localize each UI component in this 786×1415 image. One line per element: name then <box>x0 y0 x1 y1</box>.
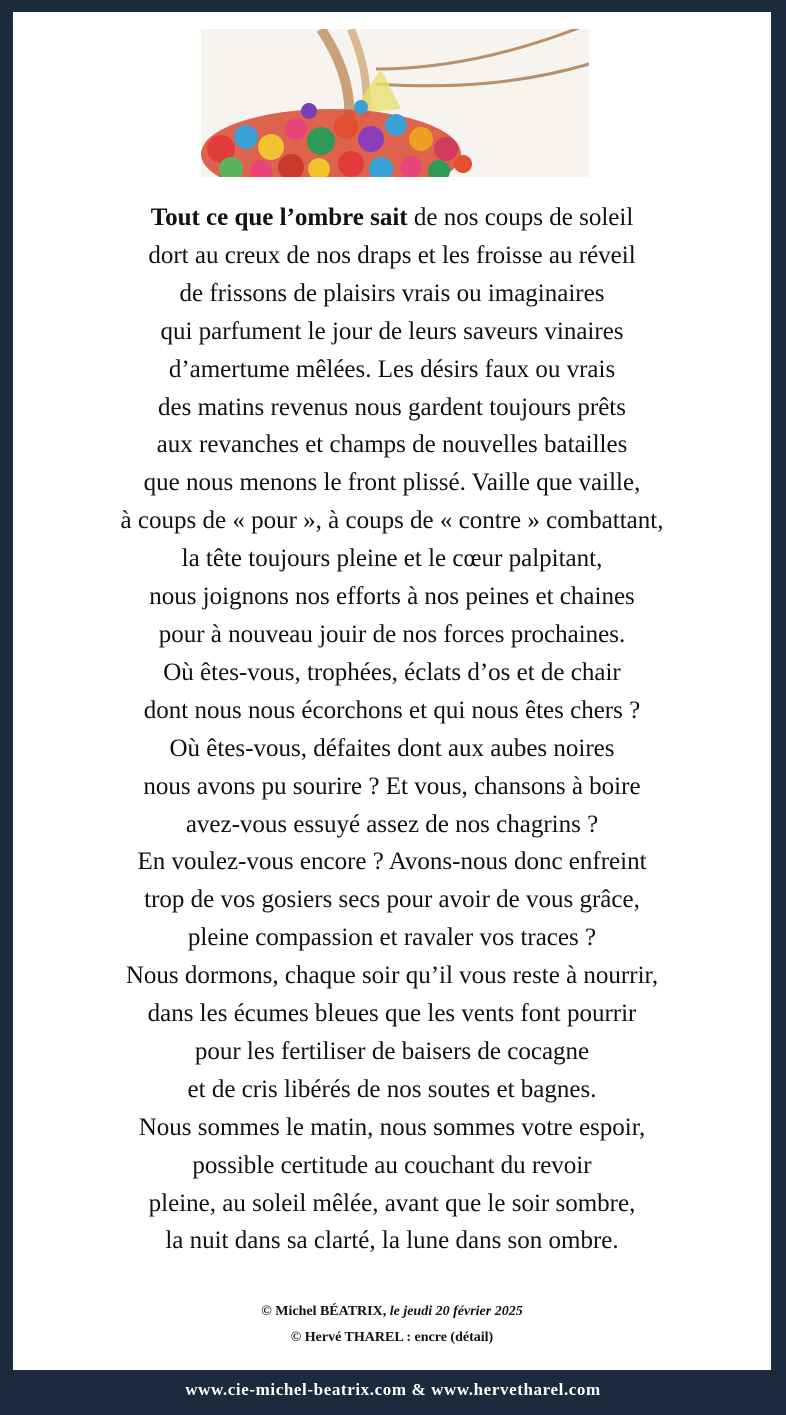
poem-line: des matins revenus nous gardent toujours prêts <box>158 393 626 421</box>
poem-line: d’amertume mêlées. Les désirs faux ou vrais <box>168 355 616 383</box>
poem-line: possible certitude au couchant du revoir <box>192 1151 592 1179</box>
poem-line: nous avons pu sourire ? Et vous, chansons à boire <box>143 772 641 800</box>
poem-line: dort au creux de nos draps et les froisse au réveil <box>148 241 636 269</box>
poem-line: trop de vos gosiers secs pour avoir de vous grâce, <box>144 886 640 914</box>
credits <box>13 1299 771 1351</box>
footer-links[interactable]: www.cie-michel-beatrix.com & www.hervetharel.com <box>185 1380 601 1399</box>
ink-illustration <box>201 29 589 177</box>
poem-line: pleine, au soleil mêlée, avant que le soir sombre, <box>148 1189 636 1217</box>
author-credit <box>13 1299 771 1325</box>
poem-date: le jeudi 20 février 2025 <box>389 1304 523 1319</box>
poem-line: aux revanches et champs de nouvelles batailles <box>156 431 628 459</box>
poem-line-1 <box>13 199 771 237</box>
poem-line: dont nous nous écorchons et qui nous êtes chers ? <box>143 696 641 724</box>
poem-text <box>13 199 771 1260</box>
poem-line: Où êtes-vous, trophées, éclats d’os et de chair <box>163 658 621 686</box>
poem-line: la nuit dans sa clarté, la lune dans son ombre. <box>165 1227 619 1255</box>
poem-line: dans les écumes bleues que les vents font pourrir <box>147 1000 637 1028</box>
flower-figure-image <box>201 29 589 177</box>
poem-title-bold: Tout ce que l’ombre sait <box>150 204 408 231</box>
poem-line: nous joignons nos efforts à nos peines et chaines <box>149 583 635 611</box>
poem-line: pleine compassion et ravaler vos traces ? <box>187 924 597 952</box>
poem-line: Nous dormons, chaque soir qu’il vous reste à nourrir, <box>125 962 659 990</box>
poem-line: à coups de « pour », à coups de « contre » combattant, <box>120 507 664 535</box>
poem-line: avez-vous essuyé assez de nos chagrins ? <box>185 810 599 838</box>
poem-line: En voulez-vous encore ? Avons-nous donc enfreint <box>137 848 647 876</box>
poem-line: pour les fertiliser de baisers de cocagne <box>194 1037 590 1065</box>
poem-line: et de cris libérés de nos soutes et bagnes. <box>187 1075 597 1103</box>
illustrator-credit: © Hervé THAREL : encre (détail) <box>290 1330 494 1345</box>
poem-line: Où êtes-vous, défaites dont aux aubes noires <box>169 734 615 762</box>
poem-line: de frissons de plaisirs vrais ou imaginaires <box>179 279 605 307</box>
poem-line-1-rest: de nos coups de soleil <box>407 204 634 231</box>
poem-line: Nous sommes le matin, nous sommes votre espoir, <box>138 1113 646 1141</box>
author-name: © Michel BÉATRIX, <box>261 1304 387 1319</box>
poem-line: la tête toujours pleine et le cœur palpitant, <box>181 545 603 573</box>
poem-line: qui parfument le jour de leurs saveurs vinaires <box>160 317 624 345</box>
poem-card <box>13 12 771 1370</box>
poem-line: pour à nouveau jouir de nos forces prochaines. <box>158 620 626 648</box>
poem-line: que nous menons le front plissé. Vaille que vaille, <box>143 469 641 497</box>
